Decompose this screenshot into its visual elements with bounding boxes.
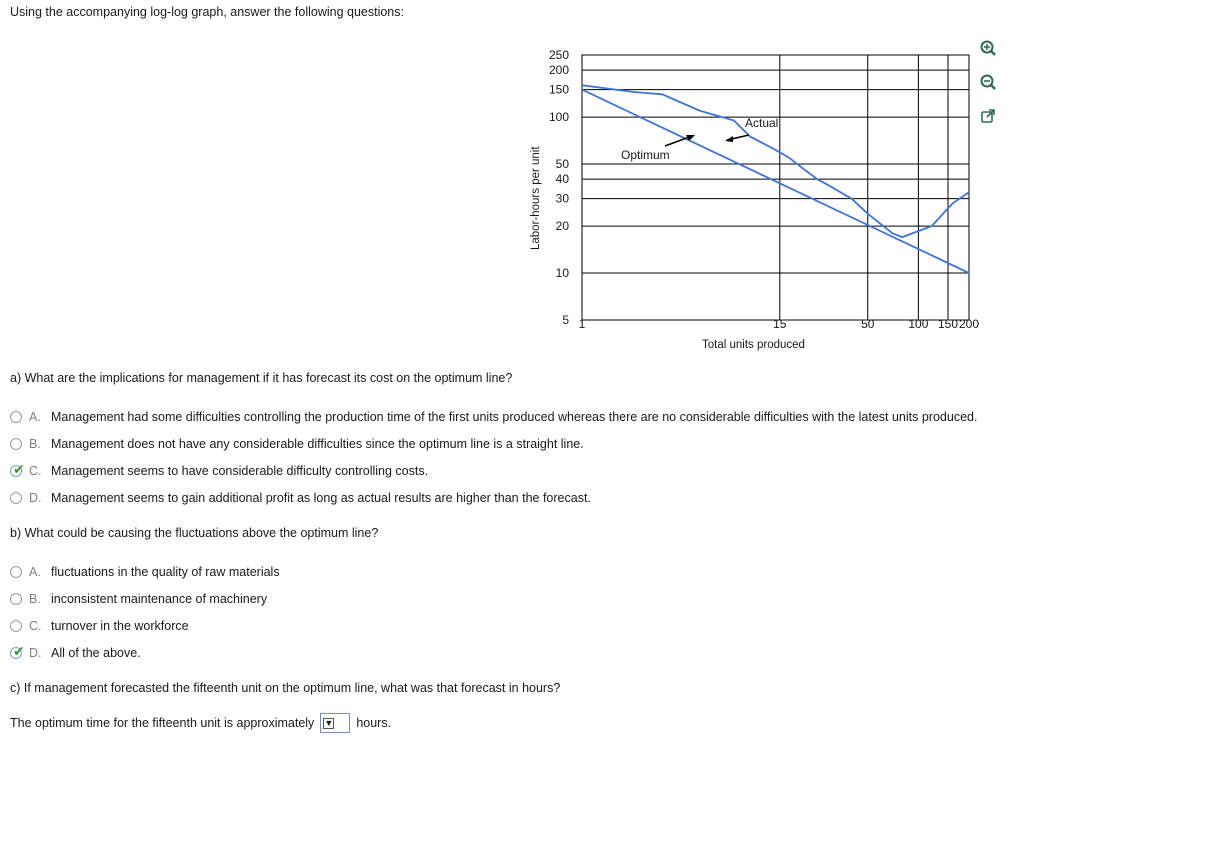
option-text: Management does not have any considerable difficulties since the optimum line is a straight line.: [51, 437, 584, 451]
x-tick-label: 200: [958, 317, 980, 331]
option-text: Management seems to have considerable difficulty controlling costs.: [51, 464, 429, 478]
answer-dropdown[interactable]: [320, 713, 350, 733]
popout-button[interactable]: [976, 104, 1000, 128]
qb-option-b[interactable]: [10, 591, 267, 607]
option-letter: C.: [29, 619, 42, 633]
option-text: turnover in the workforce: [51, 619, 189, 633]
chart-tools: [976, 36, 1000, 128]
option-letter: A.: [29, 565, 41, 579]
option-text: Management had some difficulties controlling the production time of the first units produced whereas there are no considerable difficulties with the latest units produced.: [51, 410, 978, 424]
y-tick-label: 100: [548, 110, 569, 125]
zoom-in-button[interactable]: [976, 36, 1000, 60]
y-tick-label: 10: [555, 266, 569, 281]
option-letter: A.: [29, 410, 41, 424]
actual-arrowhead: [725, 136, 733, 142]
qa-option-c[interactable]: [10, 463, 428, 479]
option-letter: D.: [29, 491, 42, 505]
y-tick-label: 150: [548, 82, 569, 97]
y-tick-label: 200: [548, 63, 569, 78]
zoom-in-icon: [979, 39, 997, 57]
x-tick-label: 15: [773, 317, 787, 331]
option-letter: D.: [29, 646, 42, 660]
option-text: fluctuations in the quality of raw materials: [51, 565, 280, 579]
zoom-out-button[interactable]: [976, 70, 1000, 94]
y-axis-label: Labor-hours per unit: [530, 146, 542, 250]
x-tick-label: 50: [861, 317, 875, 331]
option-text: inconsistent maintenance of machinery: [51, 592, 268, 606]
y-tick-label: 250: [548, 48, 569, 62]
qa-radio-b[interactable]: [10, 438, 22, 450]
qa-option-d[interactable]: [10, 490, 591, 506]
optimum-annotation: [621, 135, 695, 162]
qb-radio-c[interactable]: [10, 620, 22, 632]
answer-prefix: The optimum time for the fifteenth unit is approximately: [10, 716, 315, 730]
y-tick-label: 50: [555, 157, 569, 172]
qb-radio-a[interactable]: [10, 566, 22, 578]
x-axis-ticks: [579, 317, 980, 331]
option-letter: B.: [29, 592, 41, 606]
question-c: c) If management forecasted the fifteenth unit on the optimum line, what was that forecast in hours?: [10, 681, 561, 695]
y-tick-label: 20: [555, 219, 569, 234]
dropdown-arrow-icon: ▼: [324, 717, 334, 728]
option-text: Management seems to gain additional profit as long as actual results are higher than the forecast.: [51, 491, 591, 505]
x-tick-label: 100: [908, 317, 929, 331]
qa-radio-c[interactable]: [10, 461, 25, 477]
option-letter: B.: [29, 437, 41, 451]
question-b: b) What could be causing the fluctuations above the optimum line?: [10, 526, 379, 540]
qb-radio-d[interactable]: [10, 643, 25, 659]
answer-suffix: hours.: [356, 716, 392, 730]
y-tick-label: 5: [562, 313, 569, 327]
correct-check-icon: ✔: [13, 643, 25, 659]
y-tick-label: 40: [555, 172, 569, 187]
qb-option-c[interactable]: [10, 618, 189, 634]
question-a: a) What are the implications for management if it has forecast its cost on the optimum line?: [10, 371, 513, 385]
plot-frame: [582, 55, 969, 320]
x-tick-label: 1: [578, 317, 586, 331]
correct-check-icon: ✔: [13, 461, 25, 477]
qa-option-a[interactable]: [10, 409, 977, 425]
option-letter: C.: [29, 464, 42, 478]
qc-answer-line: [10, 713, 391, 733]
option-text: All of the above.: [51, 646, 141, 660]
optimum-label: Optimum: [621, 148, 670, 162]
chart-grid: [582, 55, 969, 320]
qb-option-d[interactable]: [10, 645, 141, 661]
y-tick-label: 30: [555, 191, 569, 206]
qb-option-a[interactable]: [10, 564, 280, 580]
popout-icon: [979, 107, 997, 125]
actual-label: Actual: [745, 116, 779, 130]
qa-option-b[interactable]: [10, 436, 584, 452]
log-log-chart: [520, 40, 990, 360]
qa-radio-a[interactable]: [10, 411, 22, 423]
x-axis-label: Total units produced: [702, 339, 805, 351]
qb-radio-b[interactable]: [10, 593, 22, 605]
x-tick-label: 150: [937, 317, 959, 331]
zoom-out-icon: [979, 73, 997, 91]
intro-text: Using the accompanying log-log graph, answer the following questions:: [10, 5, 404, 19]
y-axis-ticks: [549, 48, 569, 327]
qa-radio-d[interactable]: [10, 492, 22, 504]
